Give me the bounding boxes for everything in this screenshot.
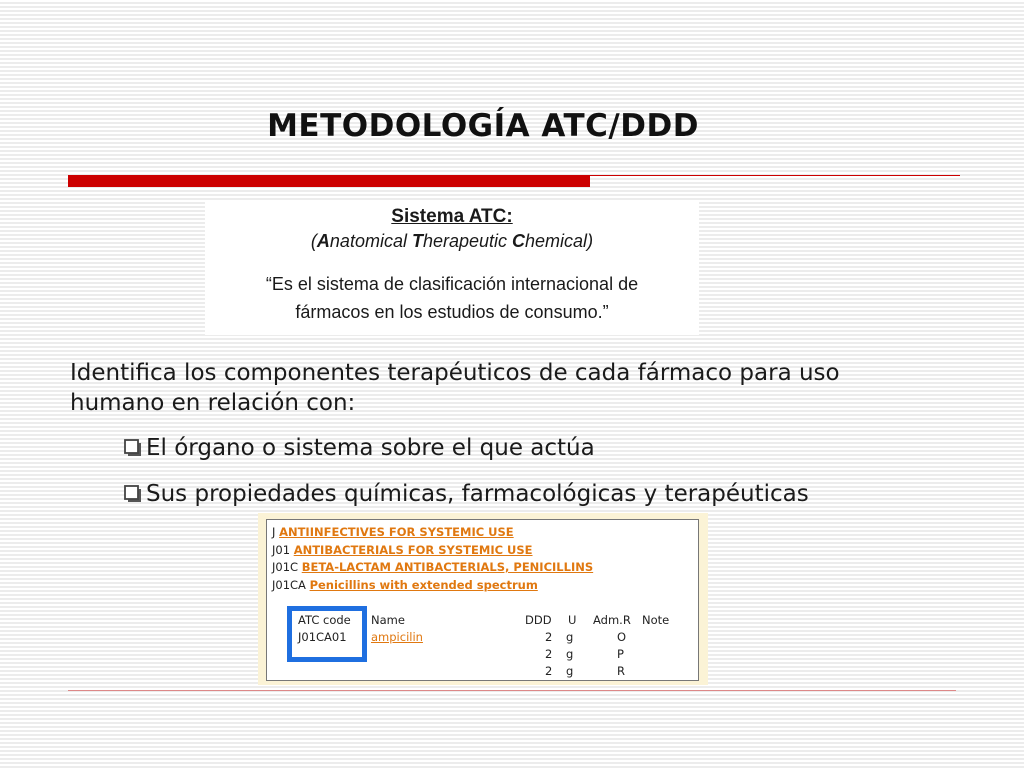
col-header-ddd: DDD: [525, 613, 552, 627]
title-divider-line: [590, 175, 960, 176]
col-header-atc-code: ATC code: [298, 613, 351, 627]
cell-ddd: 2: [545, 630, 553, 644]
cell-atc-code: J01CA01: [298, 630, 347, 644]
footer-divider-line: [68, 690, 956, 691]
checkbox-bullet-icon: [122, 437, 144, 459]
cell-ddd: 2: [545, 647, 553, 661]
hierarchy-row: J01C BETA-LACTAM ANTIBACTERIALS, PENICILLINS: [272, 560, 594, 574]
atc-subtitle: (Anatomical Therapeutic Chemical): [310, 231, 594, 251]
cell-adm-route: O: [617, 630, 627, 644]
col-header-note: Note: [642, 613, 670, 627]
col-header-adm-route: Adm.R: [593, 613, 631, 627]
atc-example-frame: [258, 513, 708, 685]
cell-adm-route: R: [617, 664, 625, 678]
bullet-list: [122, 433, 982, 525]
col-header-name: Name: [371, 613, 405, 627]
hierarchy-row: J01CA Penicillins with extended spectrum: [272, 577, 538, 592]
atc-heading: Sistema ATC:: [391, 206, 513, 227]
hierarchy-link[interactable]: Penicillins with extended spectrum: [309, 577, 538, 592]
cell-unit: g: [566, 647, 574, 661]
cell-unit: g: [566, 664, 574, 678]
cell-adm-route: P: [617, 647, 624, 661]
hierarchy-row: J ANTIINFECTIVES FOR SYSTEMIC USE: [272, 525, 514, 539]
atc-hierarchy: [272, 524, 593, 594]
slide-title: METODOLOGÍA ATC/DDD: [267, 108, 699, 144]
cell-unit: g: [566, 630, 574, 644]
title-accent-bar: [68, 175, 590, 187]
hierarchy-link[interactable]: BETA-LACTAM ANTIBACTERIALS, PENICILLINS: [301, 560, 594, 574]
bullet-text: El órgano o sistema sobre el que actúa: [146, 435, 595, 461]
list-item: [122, 433, 982, 463]
bullet-text: Sus propiedades químicas, farmacológicas y terapéuticas: [146, 481, 809, 507]
col-header-unit: U: [568, 613, 577, 627]
atc-example-table: [266, 519, 699, 681]
atc-definition-box: [205, 202, 699, 335]
atc-quote: “Es el sistema de clasificación internacional de fármacos en los estudios de consumo.”: [265, 274, 639, 322]
cell-ddd: 2: [545, 664, 553, 678]
checkbox-bullet-icon: [122, 483, 144, 505]
drug-name-link[interactable]: ampicilin: [371, 630, 423, 644]
hierarchy-link[interactable]: ANTIINFECTIVES FOR SYSTEMIC USE: [279, 525, 514, 539]
hierarchy-row: J01 ANTIBACTERIALS FOR SYSTEMIC USE: [272, 542, 533, 557]
list-item: [122, 479, 982, 509]
description-text: Identifica los componentes terapéuticos de cada fármaco para uso humano en relación con:: [70, 360, 840, 416]
hierarchy-link[interactable]: ANTIBACTERIALS FOR SYSTEMIC USE: [293, 542, 533, 557]
